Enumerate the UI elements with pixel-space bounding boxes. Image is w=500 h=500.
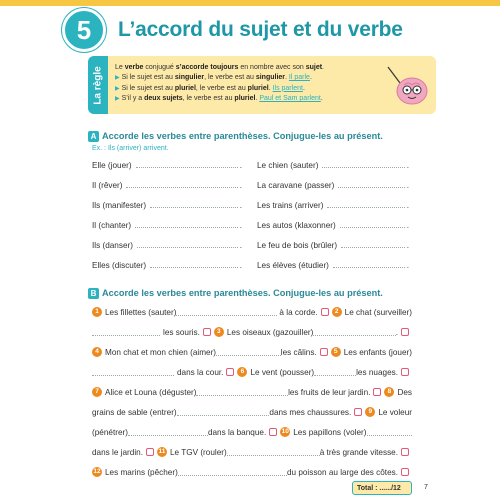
section-a-item: Ils (manifester) . [92, 201, 242, 210]
answer-field[interactable] [128, 429, 208, 436]
exercise-line: dans le jardin. 11 Le TGV (rouler) à très grande vitesse. [92, 447, 412, 457]
exercise-line: dans la cour. 6 Le vent (pousser) les nuages. [92, 367, 412, 377]
section-a-item: Les autos (klaxonner) . [257, 221, 409, 230]
section-a-item: Ils (danser) . [92, 241, 242, 250]
rule-text [115, 63, 324, 105]
answer-field[interactable] [136, 161, 238, 168]
answer-field[interactable] [177, 409, 270, 416]
section-a-item: Le chien (sauter) . [257, 161, 409, 170]
exercise-line: grains de sable (entrer) dans mes chaussures. 9 Le voleur [92, 407, 412, 417]
item-label: Il (rêver) [92, 181, 123, 190]
item-label: Les autos (klaxonner) [257, 221, 336, 230]
item-label: La caravane (passer) [257, 181, 335, 190]
item-label: Les trains (arriver) [257, 201, 324, 210]
exercise-line: 1 Les fillettes (sauter) à la corde. 2 Le chat (surveiller) [92, 307, 412, 317]
item-number: 1 [92, 307, 102, 317]
item-number: 11 [158, 448, 166, 455]
answer-field[interactable] [150, 201, 238, 208]
answer-field[interactable] [92, 369, 174, 376]
arrow-icon: ▶ [115, 75, 120, 82]
item-number: 12 [93, 468, 101, 475]
rule-line-4: ▶ S’il y a deux sujets, le verbe est au pluriel. Paul et Sam parlent. [115, 95, 323, 103]
answer-field[interactable] [367, 429, 412, 436]
answer-field[interactable] [196, 389, 288, 396]
checkbox[interactable] [401, 328, 409, 336]
arrow-icon: ▶ [115, 96, 120, 103]
answer-field[interactable] [126, 181, 237, 188]
section-a-item: Il (chanter) . [92, 221, 242, 230]
answer-field[interactable] [178, 469, 287, 476]
checkbox[interactable] [203, 328, 211, 336]
answer-field[interactable] [333, 261, 405, 268]
answer-field[interactable] [227, 449, 320, 456]
item-number: 10 [281, 428, 289, 435]
section-b-title: B Accorde les verbes entre parenthèses. Conjugue-les au présent. [88, 288, 383, 299]
item-number: 7 [92, 387, 102, 397]
answer-field[interactable] [150, 261, 238, 268]
checkbox[interactable] [401, 368, 409, 376]
answer-field[interactable] [92, 329, 160, 336]
exercise-line: 4 Mon chat et mon chien (aimer) les câlins. 5 Les enfants (jouer) [92, 347, 412, 357]
answer-field[interactable] [322, 161, 404, 168]
checkbox[interactable] [354, 408, 362, 416]
section-letter: B [88, 288, 99, 299]
answer-field[interactable] [341, 241, 405, 248]
chapter-header [62, 4, 450, 56]
chapter-title: L’accord du sujet et du verbe [118, 18, 403, 41]
total-score-box: Total : ....../12 [352, 481, 412, 495]
item-label: Les élèves (étudier) [257, 261, 329, 270]
page-number: 7 [424, 484, 428, 491]
checkbox[interactable] [321, 308, 329, 316]
item-number: 3 [214, 327, 224, 337]
answer-field[interactable] [314, 369, 356, 376]
answer-field[interactable] [135, 221, 238, 228]
item-number: 9 [365, 407, 375, 417]
section-a-title: A Accorde les verbes entre parenthèses. Conjugue-les au présent. [88, 131, 383, 142]
item-label: Il (chanter) [92, 221, 132, 230]
section-a-item: Elles (discuter) . [92, 261, 242, 270]
item-label: Ils (danser) [92, 241, 133, 250]
item-number: 6 [237, 367, 247, 377]
item-label: Ils (manifester) [92, 201, 147, 210]
brain-mascot-icon [384, 61, 432, 109]
rule-box [88, 56, 436, 114]
checkbox[interactable] [401, 448, 409, 456]
section-a-item: Il (rêver) . [92, 181, 242, 190]
rule-line-2: ▶ Si le sujet est au singulier, le verbe est au singulier. Il parle. [115, 74, 312, 82]
exercise-line: 7 Alice et Louna (déguster) les fruits de leur jardin. 8 Des [92, 387, 412, 397]
item-label: Le feu de bois (brûler) [257, 241, 338, 250]
checkbox[interactable] [146, 448, 154, 456]
checkbox[interactable] [373, 388, 381, 396]
section-a-item: La caravane (passer) . [257, 181, 409, 190]
section-a-item: Elle (jouer) . [92, 161, 242, 170]
rule-line-3: ▶ Si le sujet est au pluriel, le verbe est au pluriel. Ils parlent. [115, 84, 305, 92]
section-a-item: Les élèves (étudier) . [257, 261, 409, 270]
exercise-line: (pénétrer) dans la banque. 10 Les papillons (voler) [92, 427, 412, 437]
answer-field[interactable] [216, 349, 281, 356]
answer-field[interactable] [338, 181, 404, 188]
section-a-item: Le feu de bois (brûler) . [257, 241, 409, 250]
answer-field[interactable] [313, 329, 395, 336]
section-a-example: Ex. : Ils (arriver) arrivent. [92, 145, 169, 152]
item-number: 2 [332, 307, 342, 317]
item-label: Le chien (sauter) [257, 161, 319, 170]
chapter-number: 5 [62, 8, 106, 52]
checkbox[interactable] [226, 368, 234, 376]
arrow-icon: ▶ [115, 85, 120, 92]
rule-tab: La règle [88, 56, 108, 114]
answer-field[interactable] [137, 241, 238, 248]
exercise-line: les souris. 3 Les oiseaux (gazouiller) . [92, 327, 412, 337]
answer-field[interactable] [327, 201, 404, 208]
exercise-line: 12 Les marins (pêcher) du poisson au large des côtes. [92, 467, 412, 477]
item-number: 4 [92, 347, 102, 357]
item-number: 8 [384, 387, 394, 397]
section-letter: A [88, 131, 99, 142]
item-number: 5 [331, 347, 341, 357]
answer-field[interactable] [176, 309, 277, 316]
item-label: Elle (jouer) [92, 161, 132, 170]
item-label: Elles (discuter) [92, 261, 147, 270]
answer-field[interactable] [340, 221, 405, 228]
checkbox[interactable] [269, 428, 277, 436]
rule-line-1: Le verbe conjugué s’accorde toujours en nombre avec son sujet. [115, 64, 324, 71]
checkbox[interactable] [401, 468, 409, 476]
section-a-item: Les trains (arriver) . [257, 201, 409, 210]
checkbox[interactable] [320, 348, 328, 356]
